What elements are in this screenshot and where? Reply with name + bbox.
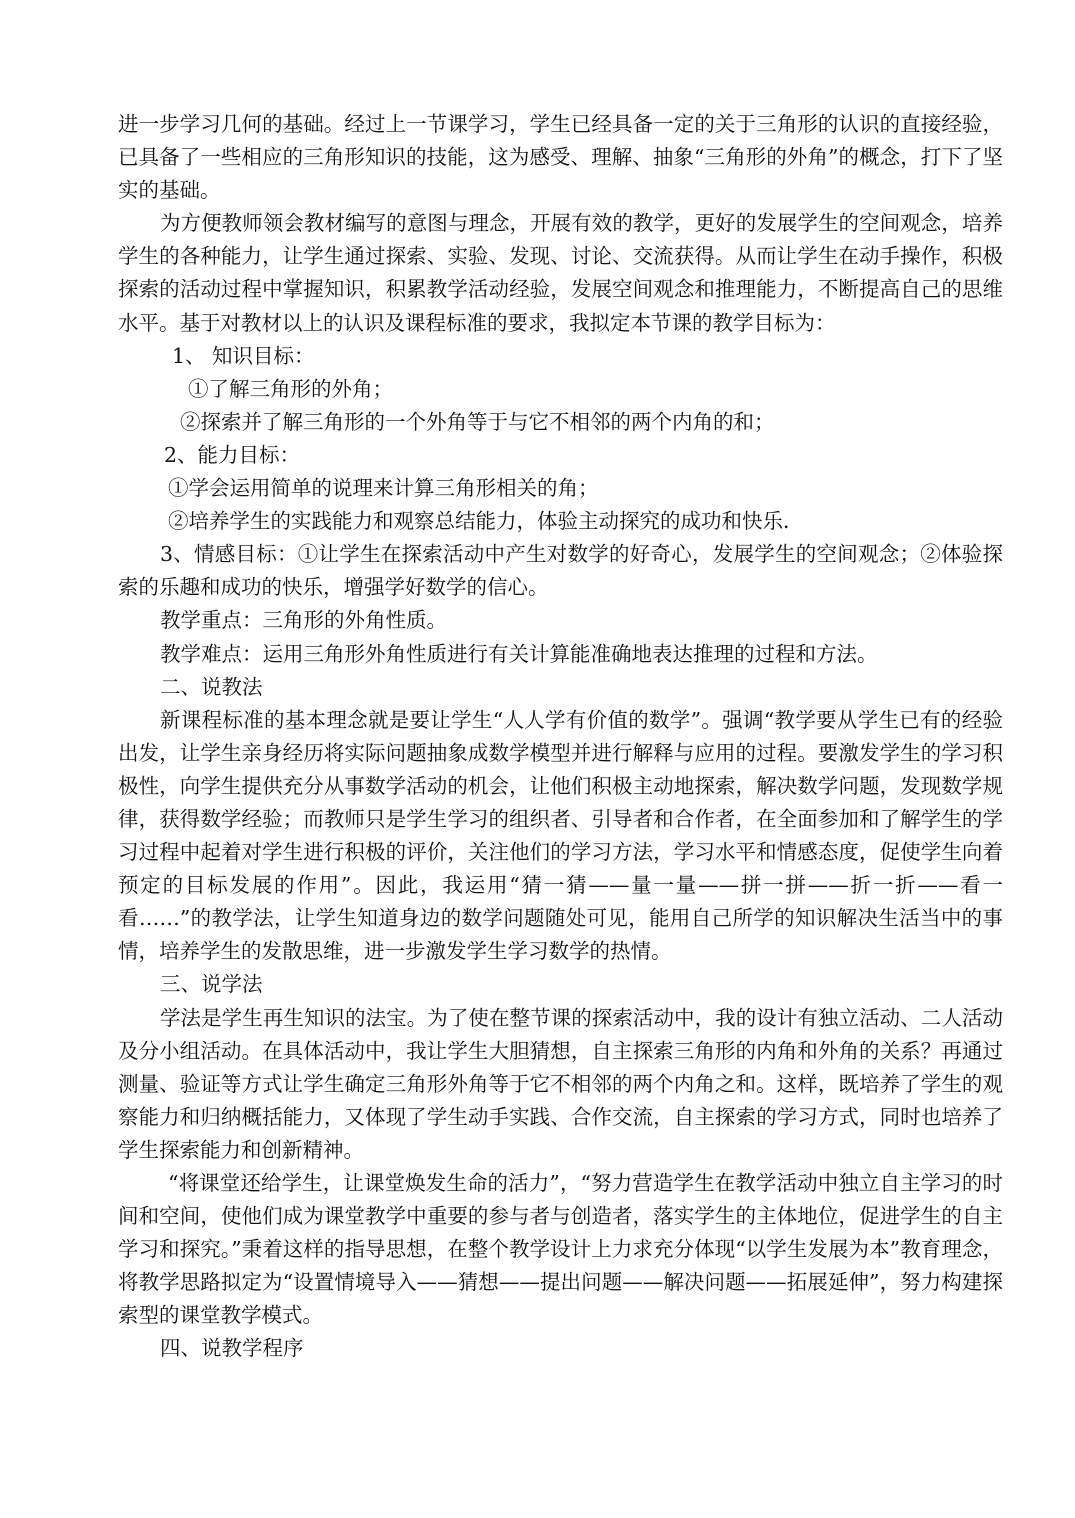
paragraph-learning-method: 学法是学生再生知识的法宝。为了使在整节课的探索活动中，我的设计有独立活动、二人活动及分小组活动。在具体活动中，我让学生大胆猜想，自主探索三角形的内角和外角的关系？再通过测量、验证等方式让学生确定三角形外角等于它不相邻的两个内角之和。这样，既培养了学生的观察能力和归纳概括能力，又体现了学生动手实践、合作交流，自主探索的学习方式，同时也培养了学生探索能力和创新精神。: [118, 1005, 1003, 1162]
section-heading-teaching-method: 二、说教法: [160, 674, 263, 699]
goal-knowledge-heading: 1、 知识目标：: [172, 343, 315, 368]
paragraph-intro-continuation: 进一步学习几何的基础。经过上一节课学习，学生已经具备一定的关于三角形的认识的直接经验，已具备了一些相应的三角形知识的技能，这为感受、理解、抽象“三角形的外角”的概念，打下了坚实的基础。: [118, 112, 1003, 203]
goal-ability-heading: 2、能力目标：: [164, 442, 301, 467]
section-heading-teaching-procedure: 四、说教学程序: [160, 1336, 304, 1361]
teaching-difficulty: 教学难点：运用三角形外角性质进行有关计算能准确地表达推理的过程和方法。: [160, 641, 878, 666]
goal-emotion: 3、情感目标：①让学生在探索活动中产生对数学的好奇心，发展学生的空间观念；②体验探索的乐趣和成功的快乐，增强学好数学的信心。: [118, 542, 1003, 600]
paragraph-guiding-thought: “将课堂还给学生，让课堂焕发生命的活力”，“努力营造学生在教学活动中独立自主学习的时间和空间，使他们成为课堂教学中重要的参与者与创造者，落实学生的主体地位，促进学生的自主学习和探究。”秉着这样的指导思想，在整个教学设计上力求充分体现“以学生发展为本”教育理念，将教学思路拟定为“设置情境导入——猜想——提出问题——解决问题——拓展延伸”，努力构建探索型的课堂教学模式。: [118, 1171, 1003, 1328]
paragraph-teaching-method: 新课程标准的基本理念就是要让学生“人人学有价值的数学”。强调“教学要从学生已有的经验出发，让学生亲身经历将实际问题抽象成数学模型并进行解释与应用的过程。要激发学生的学习积极性，向学生提供充分从事数学活动的机会，让他们积极主动地探索，解决数学问题，发现数学规律，获得数学经验；而教师只是学生学习的组织者、引导者和合作者，在全面参加和了解学生的学习过程中起着对学生进行积极的评价，关注他们的学习方法，学习水平和情感态度，促使学生向着预定的目标发展的作用”。因此，我运用“猜一猜——量一量——拼一拼——折一折——看一看……”的教学法，让学生知道身边的数学问题随处可见，能用自己所学的知识解决生活当中的事情，培养学生的发散思维，进一步激发学生学习数学的热情。: [118, 707, 1003, 964]
goal-knowledge-item-2: ②探索并了解三角形的一个外角等于与它不相邻的两个内角的和；: [180, 409, 775, 434]
section-heading-learning-method: 三、说学法: [160, 972, 263, 997]
goal-ability-item-1: ①学会运用简单的说理来计算三角形相关的角；: [168, 476, 599, 501]
teaching-key-point: 教学重点：三角形的外角性质。: [160, 608, 447, 633]
paragraph-teaching-goals-intro: 为方便教师领会教材编写的意图与理念，开展有效的教学，更好的发展学生的空间观念，培养学生的各种能力，让学生通过探索、实验、发现、讨论、交流获得。从而让学生在动手操作，积极探索的活动过程中掌握知识，积累教学活动经验，发展空间观念和推理能力，不断提高自己的思维水平。基于对教材以上的认识及课程标准的要求，我拟定本节课的教学目标为：: [118, 211, 1003, 335]
goal-ability-item-2: ②培养学生的实践能力和观察总结能力，体验主动探究的成功和快乐．: [168, 509, 804, 534]
goal-knowledge-item-1: ①了解三角形的外角；: [188, 376, 393, 401]
